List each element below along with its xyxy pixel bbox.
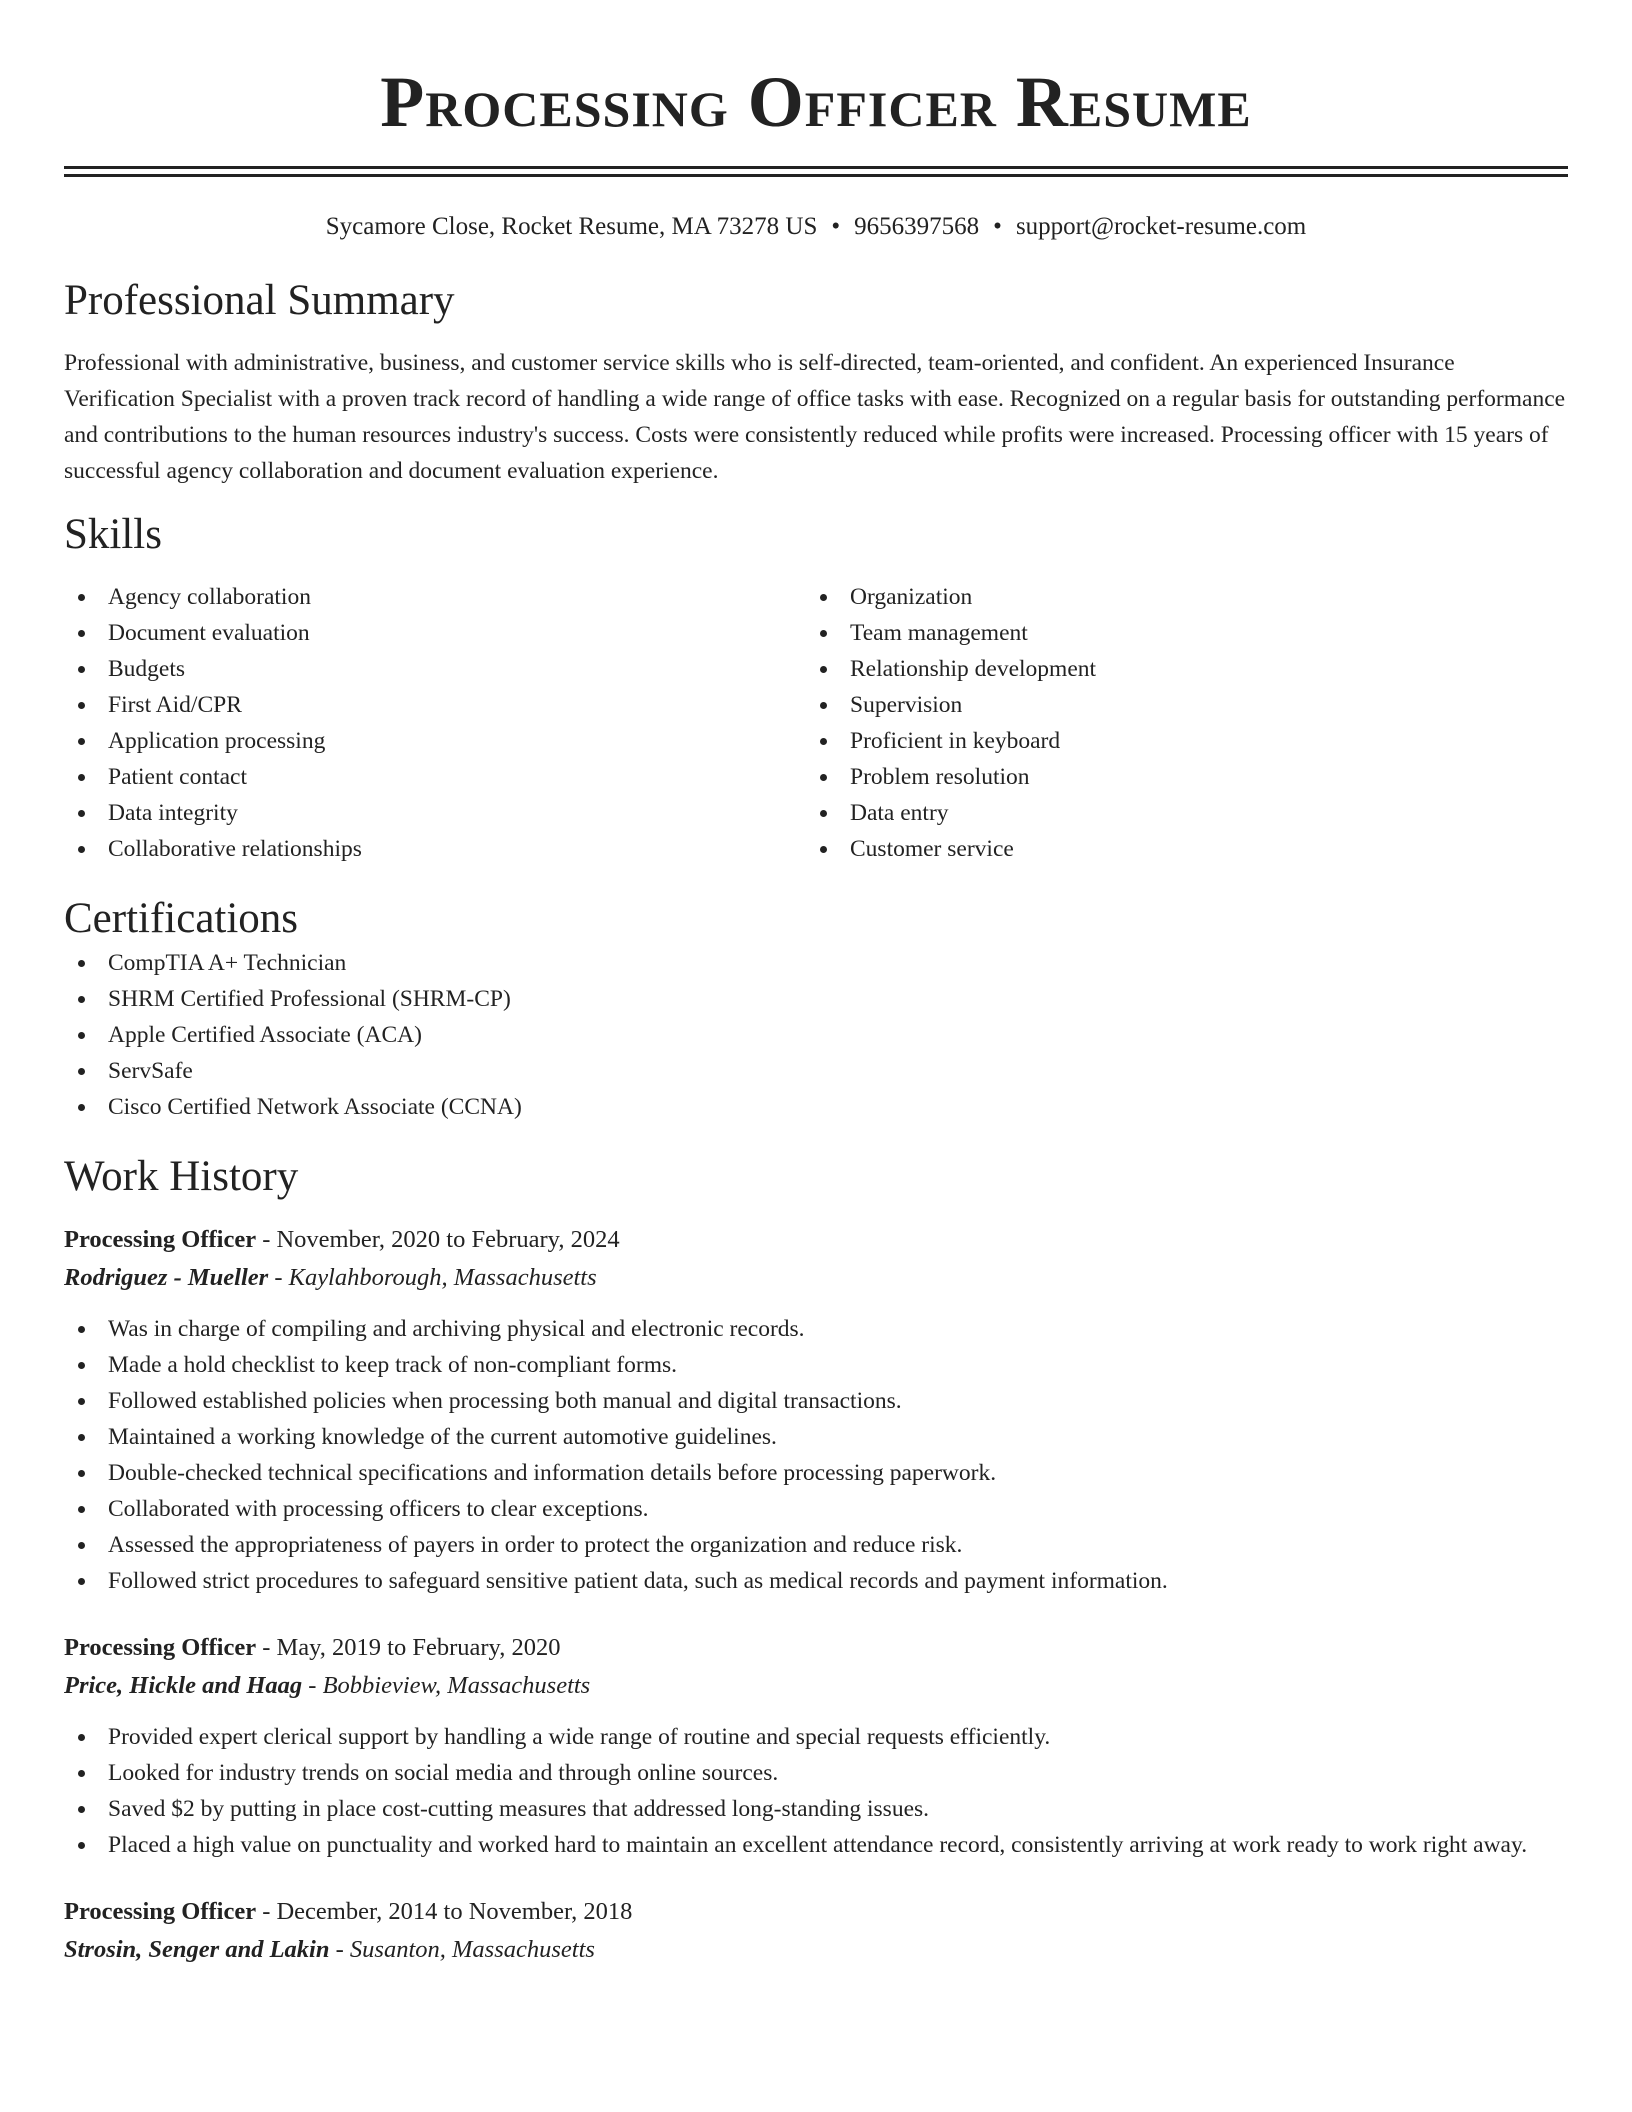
skill-label: Document evaluation — [108, 620, 310, 646]
bullet-icon — [78, 1104, 85, 1111]
job-company: Rodriguez - Mueller — [64, 1264, 269, 1291]
skill-item — [806, 651, 1548, 687]
skill-label: First Aid/CPR — [108, 692, 242, 718]
job-dates: - December, 2014 to November, 2018 — [256, 1898, 633, 1925]
job-duty-item — [64, 1455, 1568, 1491]
skills-heading: Skills — [64, 511, 162, 558]
bullet-icon — [78, 1032, 85, 1039]
job-duty-item — [64, 1563, 1568, 1599]
skill-label: Patient contact — [108, 764, 247, 790]
skill-label: Application processing — [108, 728, 326, 754]
bullet-icon — [820, 774, 827, 781]
bullet-icon — [78, 1578, 85, 1585]
job-company-line — [64, 1259, 1568, 1297]
job-duty-item — [64, 1311, 1568, 1347]
bullet-icon — [78, 1362, 85, 1369]
skill-label: Data entry — [850, 800, 949, 826]
contact-separator: • — [831, 213, 841, 240]
job-duty-text: Placed a high value on punctuality and worked hard to maintain an excellent attendance record, consistently arriving at work ready to work right away. — [108, 1832, 1528, 1858]
job-title: Processing Officer — [64, 1226, 257, 1253]
contact-line — [64, 211, 1568, 243]
job-duty-text: Provided expert clerical support by handling a wide range of routine and special requests efficiently. — [108, 1724, 1051, 1750]
bullet-icon — [820, 666, 827, 673]
job-duty-text: Followed strict procedures to safeguard sensitive patient data, such as medical records and payment information. — [108, 1568, 1168, 1594]
bullet-icon — [78, 1470, 85, 1477]
job-duty-text: Followed established policies when processing both manual and digital transactions. — [108, 1388, 902, 1414]
bullet-icon — [78, 1842, 85, 1849]
skill-label: Problem resolution — [850, 764, 1030, 790]
bullet-icon — [78, 1806, 85, 1813]
bullet-icon — [820, 810, 827, 817]
contact-separator: • — [993, 213, 1002, 240]
job-title: Processing Officer — [64, 1898, 257, 1925]
contact-address: Sycamore Close, Rocket Resume, MA 73278 US — [325, 213, 818, 240]
job-duty-text: Maintained a working knowledge of the current automotive guidelines. — [108, 1424, 777, 1450]
bullet-icon — [78, 1770, 85, 1777]
job-company: Price, Hickle and Haag — [64, 1672, 303, 1699]
certification-item — [64, 1089, 1568, 1125]
job-duty-item — [64, 1491, 1568, 1527]
skill-label: Data integrity — [108, 800, 238, 826]
bullet-icon — [78, 846, 85, 853]
job-title-line — [64, 1893, 1568, 1931]
skill-item — [64, 759, 806, 795]
job-duty-text: Assessed the appropriateness of payers in order to protect the organization and reduce risk. — [108, 1532, 963, 1558]
job-location: - Kaylahborough, Massachusetts — [268, 1264, 597, 1291]
job-entry — [64, 1893, 1568, 1969]
certifications-heading: Certifications — [64, 895, 299, 942]
skills-column-right — [806, 579, 1548, 867]
bullet-icon — [78, 810, 85, 817]
job-duty-text: Looked for industry trends on social media and through online sources. — [108, 1760, 779, 1786]
skill-item — [64, 831, 806, 867]
certification-item — [64, 1017, 1568, 1053]
skill-item — [64, 579, 806, 615]
certification-item — [64, 1053, 1568, 1089]
bullet-icon — [78, 702, 85, 709]
skill-item — [64, 723, 806, 759]
skill-item — [806, 615, 1548, 651]
page-title: Processing Officer Resume — [380, 62, 1252, 142]
skill-item — [806, 579, 1548, 615]
skills-grid — [64, 579, 1568, 867]
title-double-rule — [64, 166, 1568, 177]
bullet-icon — [820, 630, 827, 637]
professional-summary-section — [64, 275, 1568, 489]
job-duty-item — [64, 1791, 1568, 1827]
job-duty-item — [64, 1827, 1568, 1863]
summary-text: Professional with administrative, business, and customer service skills who is self-directed, team-oriented, and confident. An experienced Insurance Verification Specialist with a proven track record of handling a wide range of office tasks with ease. Recognized on a regular basis for outstanding performance and contributions to the human resources industry's success. Costs were consistently reduced while profits were increased. Processing officer with 15 years of successful agency collaboration and document evaluation experience. — [64, 350, 1566, 484]
skill-label: Budgets — [108, 656, 186, 682]
certification-label: SHRM Certified Professional (SHRM-CP) — [108, 986, 511, 1012]
job-duty-text: Collaborated with processing officers to clear exceptions. — [108, 1496, 649, 1522]
bullet-icon — [820, 594, 827, 601]
bullet-icon — [78, 1734, 85, 1741]
certifications-section — [64, 893, 1568, 1125]
job-duty-text: Double-checked technical specifications and information details before processing paperwork. — [108, 1460, 997, 1486]
certification-item — [64, 945, 1568, 981]
skill-item — [806, 831, 1548, 867]
skills-list-right — [806, 579, 1548, 867]
skill-label: Customer service — [850, 836, 1014, 862]
skill-item — [806, 795, 1548, 831]
job-duty-item — [64, 1719, 1568, 1755]
bullet-icon — [78, 1506, 85, 1513]
job-entry — [64, 1221, 1568, 1599]
bullet-icon — [78, 1542, 85, 1549]
job-duties-list — [64, 1311, 1568, 1599]
skill-label: Relationship development — [850, 656, 1097, 682]
certification-label: CompTIA A+ Technician — [108, 950, 347, 976]
bullet-icon — [78, 666, 85, 673]
job-title-line — [64, 1221, 1568, 1259]
bullet-icon — [820, 702, 827, 709]
bullet-icon — [78, 996, 85, 1003]
job-duty-item — [64, 1383, 1568, 1419]
skill-item — [64, 651, 806, 687]
contact-email: support@rocket-resume.com — [1015, 213, 1307, 240]
work-history-section — [64, 1151, 1568, 1969]
job-title: Processing Officer — [64, 1634, 257, 1661]
skill-label: Team management — [850, 620, 1028, 646]
job-title-line — [64, 1629, 1568, 1667]
certification-label: Cisco Certified Network Associate (CCNA) — [108, 1094, 522, 1120]
skill-item — [806, 687, 1548, 723]
job-duties-list — [64, 1719, 1568, 1863]
bullet-icon — [820, 738, 827, 745]
job-location: - Susanton, Massachusetts — [329, 1936, 595, 1963]
job-company-line — [64, 1931, 1568, 1969]
skills-section — [64, 509, 1568, 867]
skill-item — [806, 723, 1548, 759]
job-dates: - November, 2020 to February, 2024 — [256, 1226, 620, 1253]
skill-label: Proficient in keyboard — [850, 728, 1061, 754]
bullet-icon — [78, 774, 85, 781]
job-duty-item — [64, 1347, 1568, 1383]
skill-item — [64, 795, 806, 831]
skill-item — [64, 615, 806, 651]
skill-item — [806, 759, 1548, 795]
bullet-icon — [820, 846, 827, 853]
bullet-icon — [78, 1398, 85, 1405]
bullet-icon — [78, 960, 85, 967]
skill-label: Supervision — [850, 692, 963, 718]
job-company-line — [64, 1667, 1568, 1705]
skill-item — [64, 687, 806, 723]
job-duty-text: Was in charge of compiling and archiving physical and electronic records. — [108, 1316, 805, 1342]
job-duty-item — [64, 1527, 1568, 1563]
work-history-heading: Work History — [64, 1153, 299, 1200]
skills-list-left — [64, 579, 806, 867]
job-location: - Bobbieview, Massachusetts — [302, 1672, 591, 1699]
contact-phone: 9656397568 — [854, 213, 980, 240]
job-duty-item — [64, 1419, 1568, 1455]
summary-heading: Professional Summary — [64, 277, 455, 324]
certifications-list — [64, 945, 1568, 1125]
certification-item — [64, 981, 1568, 1017]
bullet-icon — [78, 630, 85, 637]
job-duty-item — [64, 1755, 1568, 1791]
job-dates: - May, 2019 to February, 2020 — [256, 1634, 561, 1661]
bullet-icon — [78, 738, 85, 745]
bullet-icon — [78, 1434, 85, 1441]
job-company: Strosin, Senger and Lakin — [64, 1936, 330, 1963]
job-duty-text: Saved $2 by putting in place cost-cutting measures that addressed long-standing issues. — [108, 1796, 930, 1822]
skill-label: Agency collaboration — [108, 584, 311, 610]
bullet-icon — [78, 594, 85, 601]
job-duty-text: Made a hold checklist to keep track of non-compliant forms. — [108, 1352, 678, 1378]
job-entry — [64, 1629, 1568, 1863]
bullet-icon — [78, 1068, 85, 1075]
certification-label: ServSafe — [108, 1058, 193, 1084]
skill-label: Collaborative relationships — [108, 836, 362, 862]
bullet-icon — [78, 1326, 85, 1333]
certification-label: Apple Certified Associate (ACA) — [108, 1022, 422, 1048]
skills-column-left — [64, 579, 806, 867]
skill-label: Organization — [850, 584, 973, 610]
